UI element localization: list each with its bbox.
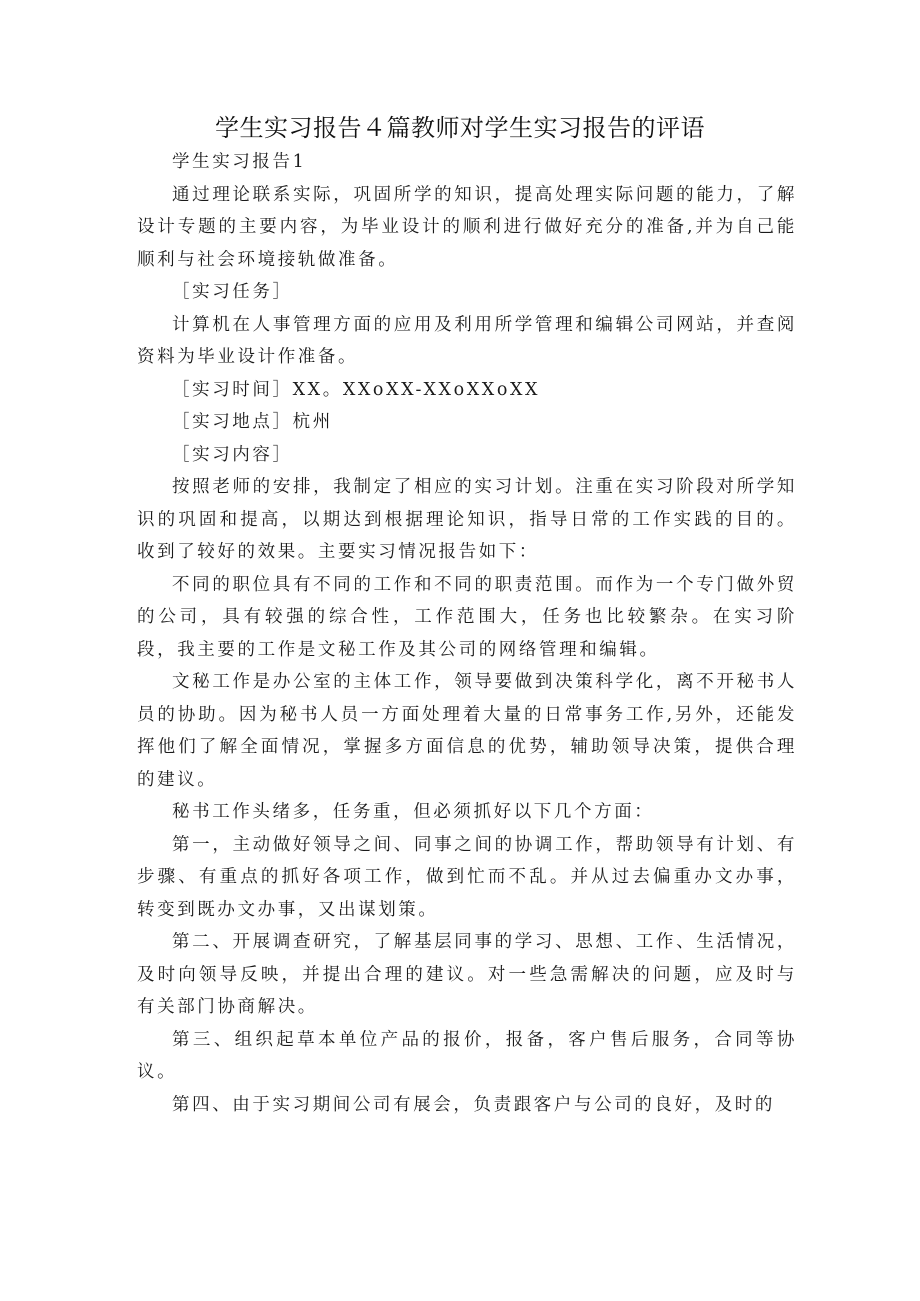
paragraph: 第一，主动做好领导之间、同事之间的协调工作，帮助领导有计划、有步骤、有重点的抓好各项工作，做到忙而不乱。并从过去偏重办文办事，转变到既办文办事，又出谋划策。 [137,834,797,920]
document-title: 学生实习报告４篇教师对学生实习报告的评语 [215,114,705,142]
section-label: ［实习时间］XX。XXoXX-XXoXXoXX [172,379,541,400]
paragraph: 通过理论联系实际，巩固所学的知识，提高处理实际问题的能力，了解设计专题的主要内容，为毕业设计的顺利进行做好充分的准备,并为自己能顺利与社会环境接轨做准备。 [137,184,797,270]
paragraph: 按照老师的安排，我制定了相应的实习计划。注重在实习阶段对所学知识的巩固和提高，以期达到根据理论知识，指导日常的工作实践的目的。收到了较好的效果。主要实习情况报告如下： [137,477,797,562]
paragraph: 第三、组织起草本单位产品的报价，报备，客户售后服务，合同等协议。 [137,1029,797,1082]
paragraph: 秘书工作头绪多，任务重，但必须抓好以下几个方面： [172,802,655,822]
paragraph: 第二、开展调查研究，了解基层同事的学习、思想、工作、生活情况，及时向领导反映，并提出合理的建议。对一些急需解决的问题，应及时与有关部门协商解决。 [137,932,797,1017]
paragraph: 文秘工作是办公室的主体工作，领导要做到决策科学化，离不开秘书人员的协助。因为秘书人员一方面处理着大量的日常事务工作,另外，还能发挥他们了解全面情况，掌握多方面信息的优势，辅助领导决策，提供合理的建议。 [137,672,797,790]
section-label: ［实习任务］ [172,282,293,302]
paragraph: 计算机在人事管理方面的应用及利用所学管理和编辑公司网站，并查阅资料为毕业设计作准备。 [137,314,797,367]
section-label: ［实习内容］ [172,444,293,465]
paragraph: 第四、由于实习期间公司有展会，负责跟客户与公司的良好，及时的 [172,1094,775,1115]
document-body [137,146,797,1121]
paragraph: 不同的职位具有不同的工作和不同的职责范围。而作为一个专门做外贸的公司，具有较强的综合性，工作范围大，任务也比较繁杂。在实习阶段，我主要的工作是文秘工作及其公司的网络管理和编辑。 [137,574,797,660]
section-heading: 学生实习报告1 [172,152,307,172]
section-label: ［实习地点］杭州 [172,412,333,432]
